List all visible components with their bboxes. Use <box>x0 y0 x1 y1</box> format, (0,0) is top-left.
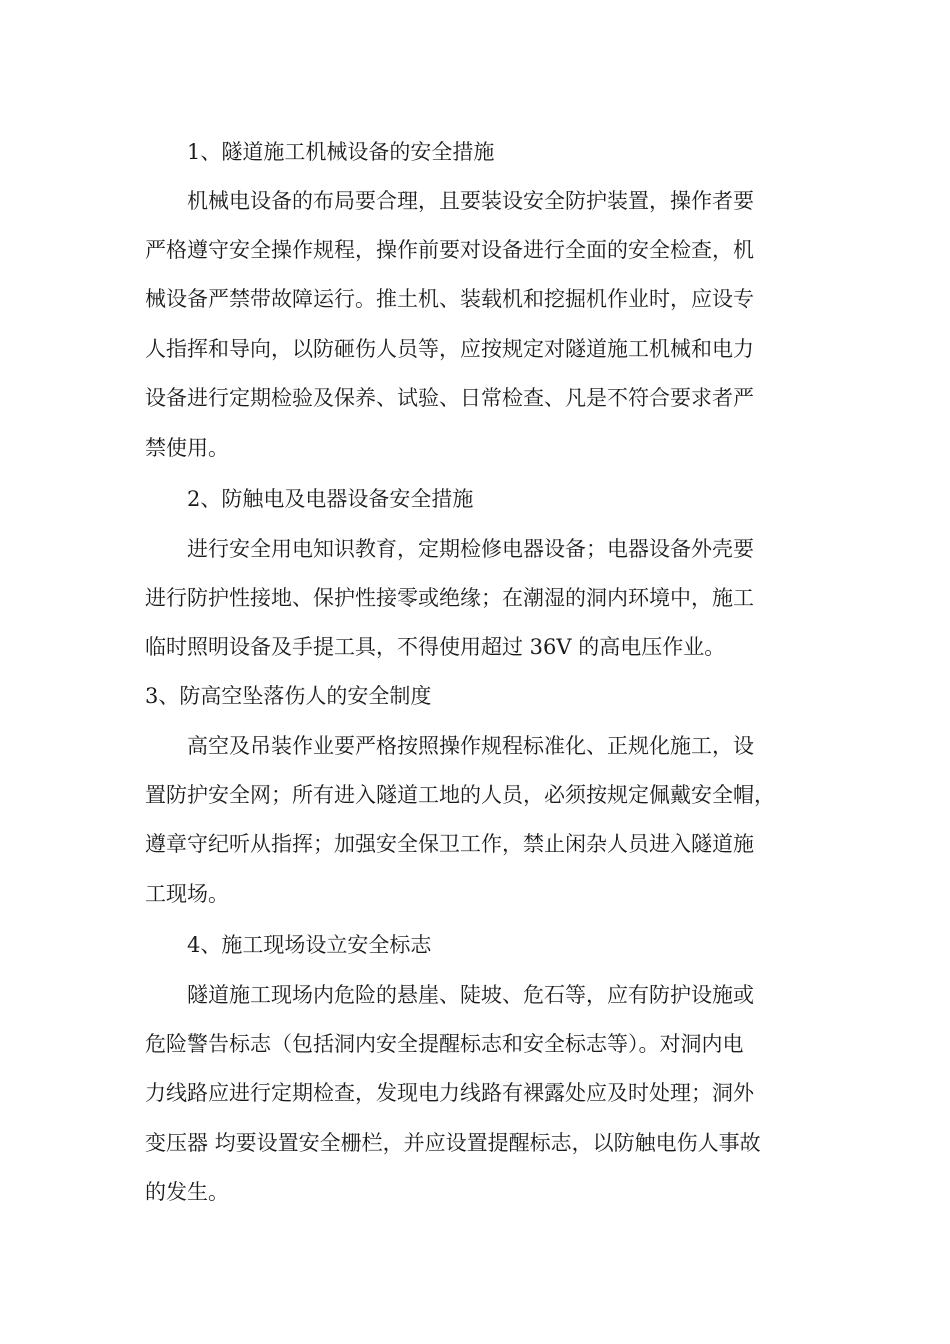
paragraph-line: 危险警告标志（包括洞内安全提醒标志和安全标志等）。对洞内电 <box>145 1032 744 1056</box>
paragraph-line: 械设备严禁带故障运行。推土机、装载机和挖掘机作业时，应设专 <box>145 287 754 311</box>
paragraph-line: 机械电设备的布局要合理，且要装设安全防护装置，操作者要 <box>187 189 754 213</box>
paragraph-line: 进行防护性接地、保护性接零或绝缘；在潮湿的洞内环境中，施工 <box>145 586 754 610</box>
section-heading: 1、隧道施工机械设备的安全措施 <box>187 140 495 164</box>
paragraph-line: 禁使用。 <box>145 436 229 460</box>
paragraph-line: 变压器 均要设置安全栅栏，并应设置提醒标志，以防触电伤人事故 <box>145 1131 761 1155</box>
paragraph-line: 隧道施工现场内危险的悬崖、陡坡、危石等，应有防护设施或 <box>187 983 754 1007</box>
paragraph-line: 工现场。 <box>145 882 229 906</box>
section-heading: 4、施工现场设立安全标志 <box>187 933 432 957</box>
section-heading: 2、防触电及电器设备安全措施 <box>187 487 474 511</box>
paragraph-line: 进行安全用电知识教育，定期检修电器设备；电器设备外壳要 <box>187 537 754 561</box>
paragraph-line: 高空及吊装作业要严格按照操作规程标准化、正规化施工，设 <box>187 734 754 758</box>
paragraph-line: 临时照明设备及手提工具，不得使用超过 36V 的高电压作业。 <box>145 635 726 659</box>
section-heading: 3、防高空坠落伤人的安全制度 <box>145 684 432 708</box>
paragraph-line: 力线路应进行定期检查，发现电力线路有裸露处应及时处理；洞外 <box>145 1081 754 1105</box>
paragraph-line: 人指挥和导向，以防砸伤人员等，应按规定对隧道施工机械和电力 <box>145 337 754 361</box>
paragraph-line: 严格遵守安全操作规程，操作前要对设备进行全面的安全检查，机 <box>145 238 754 262</box>
paragraph-line: 设备进行定期检验及保养、试验、日常检查、凡是不符合要求者严 <box>145 386 754 410</box>
paragraph-line: 的发生。 <box>145 1180 229 1204</box>
paragraph-line: 遵章守纪听从指挥；加强安全保卫工作，禁止闲杂人员进入隧道施 <box>145 832 754 856</box>
paragraph-line: 置防护安全网；所有进入隧道工地的人员，必须按规定佩戴安全帽， <box>145 783 775 807</box>
